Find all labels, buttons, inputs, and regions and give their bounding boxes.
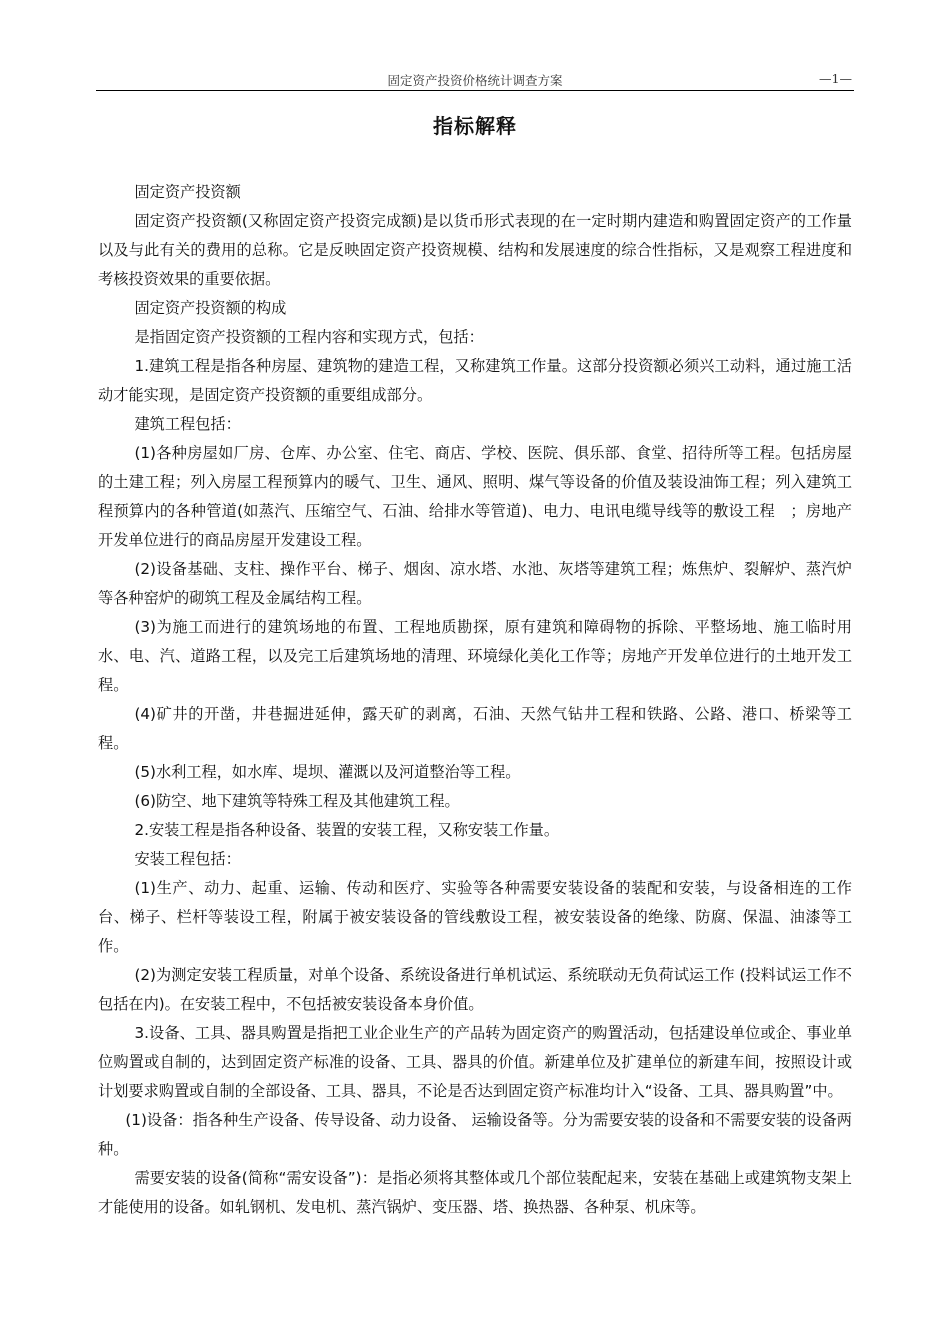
paragraph: (1)生产、动力、起重、运输、传动和医疗、实验等各种需要安装设备的装配和安装，与设备相连的工作台、梯子、栏杆等装设工程，附属于被安装设备的管线敷设工程，被安装设备的绝缘、防腐、保温、油漆等工作。 [98,879,852,955]
paragraph: (2)设备基础、支柱、操作平台、梯子、烟囱、凉水塔、水池、灰塔等建筑工程；炼焦炉、裂解炉、蒸汽炉等各种窑炉的砌筑工程及金属结构工程。 [98,560,852,607]
paragraph: 固定资产投资额的构成 [134,299,287,317]
header-title: 固定资产投资价格统计调查方案 [387,73,563,88]
document-body [98,178,852,1222]
paragraph: (6)防空、地下建筑等特殊工程及其他建筑工程。 [134,792,460,810]
paragraph: 建筑工程包括： [134,415,241,433]
paragraph: (1)设备：指各种生产设备、传导设备、动力设备、 运输设备等。分为需要安装的设备和不需要安装的设备两种。 [98,1111,852,1158]
paragraph: 固定资产投资额 [134,183,241,201]
paragraph: 安装工程包括： [134,850,241,868]
page-title: 指标解释 [433,114,517,138]
paragraph: 3.设备、工具、器具购置是指把工业企业生产的产品转为固定资产的购置活动，包括建设单位或企、事业单位购置或自制的，达到固定资产标准的设备、工具、器具的价值。新建单位及扩建单位的新建车间，按照设计或计划要求购置或自制的全部设备、工具、器具，不论是否达到固定资产标准均计入“设备、工具、器具购置”中。 [98,1024,852,1100]
paragraph: (1)各种房屋如厂房、仓库、办公室、住宅、商店、学校、医院、俱乐部、食堂、招待所等工程。包括房屋的土建工程；列入房屋工程预算内的暖气、卫生、通风、照明、煤气等设备的价值及装设油饰工程；列入建筑工程预算内的各种管道(如蒸汽、压缩空气、石油、给排水等管道)、电力、电讯电缆导线等的敷设工程 ；房地产开发单位进行的商品房屋开发建设工程。 [98,444,852,549]
page-number: —1— [819,71,852,86]
paragraph: 固定资产投资额(又称固定资产投资完成额)是以货币形式表现的在一定时期内建造和购置固定资产的工作量以及与此有关的费用的总称。它是反映固定资产投资规模、结构和发展速度的综合性指标，又是观察工程进度和考核投资效果的重要依据。 [98,212,852,288]
paragraph: 需要安装的设备(简称“需安设备”)：是指必须将其整体或几个部位装配起来，安装在基础上或建筑物支架上才能使用的设备。如轧钢机、发电机、蒸汽锅炉、变压器、塔、换热器、各种泵、机床等。 [98,1169,852,1216]
paragraph: 是指固定资产投资额的工程内容和实现方式，包括： [134,328,484,346]
paragraph: 2.安装工程是指各种设备、装置的安装工程，又称安装工作量。 [134,821,560,839]
paragraph: 1.建筑工程是指各种房屋、建筑物的建造工程，又称建筑工作量。这部分投资额必须兴工动料，通过施工活动才能实现，是固定资产投资额的重要组成部分。 [98,357,852,404]
page-header [96,70,854,91]
paragraph: (4)矿井的开凿，井巷掘进延伸，露天矿的剥离，石油、天然气钻井工程和铁路、公路、港口、桥梁等工程。 [98,705,852,752]
paragraph: (2)为测定安装工程质量，对单个设备、系统设备进行单机试运、系统联动无负荷试运工作 (投料试运工作不包括在内)。在安装工程中，不包括被安装设备本身价值。 [98,966,852,1013]
paragraph: (5)水利工程，如水库、堤坝、灌溉以及河道整治等工程。 [134,763,521,781]
paragraph: (3)为施工而进行的建筑场地的布置、工程地质勘探，原有建筑和障碍物的拆除、平整场地、施工临时用水、电、汽、道路工程，以及完工后建筑场地的清理、环境绿化美化工作等；房地产开发单位进行的土地开发工程。 [98,618,852,694]
